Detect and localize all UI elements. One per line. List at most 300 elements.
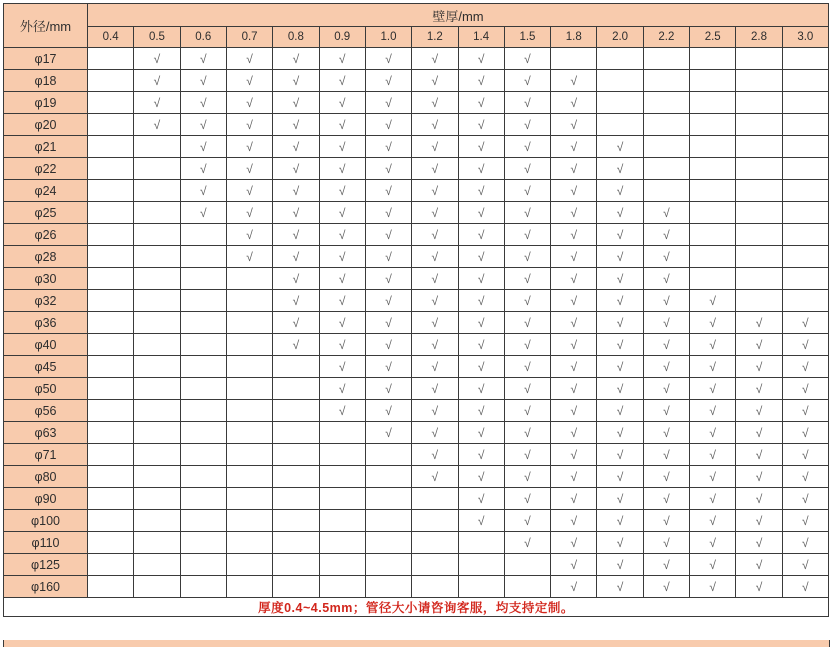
footer-row (4, 598, 829, 617)
table-row (4, 400, 829, 422)
availability-check-cell: √ (551, 422, 597, 444)
availability-empty-cell (88, 466, 134, 488)
availability-check-cell: √ (597, 246, 643, 268)
availability-check-cell: √ (273, 202, 319, 224)
availability-empty-cell (180, 422, 226, 444)
availability-empty-cell (88, 246, 134, 268)
table-row (4, 268, 829, 290)
availability-check-cell: √ (365, 422, 411, 444)
availability-check-cell: √ (551, 510, 597, 532)
availability-check-cell: √ (597, 488, 643, 510)
availability-check-cell: √ (551, 378, 597, 400)
availability-empty-cell (88, 554, 134, 576)
availability-check-cell: √ (504, 246, 550, 268)
availability-empty-cell (690, 224, 736, 246)
outer-diameter-header: 外径/mm (4, 4, 88, 48)
availability-check-cell: √ (690, 554, 736, 576)
availability-empty-cell (597, 114, 643, 136)
availability-empty-cell (134, 136, 180, 158)
thickness-col-0.6: 0.6 (180, 27, 226, 48)
availability-check-cell: √ (319, 378, 365, 400)
availability-check-cell: √ (690, 400, 736, 422)
availability-empty-cell (736, 202, 782, 224)
availability-check-cell: √ (273, 246, 319, 268)
availability-empty-cell (88, 422, 134, 444)
availability-check-cell: √ (226, 114, 272, 136)
availability-check-cell: √ (412, 466, 458, 488)
availability-check-cell: √ (365, 92, 411, 114)
availability-check-cell: √ (597, 334, 643, 356)
availability-empty-cell (782, 70, 828, 92)
availability-empty-cell (134, 400, 180, 422)
availability-check-cell: √ (597, 400, 643, 422)
availability-check-cell: √ (365, 48, 411, 70)
availability-empty-cell (226, 268, 272, 290)
availability-empty-cell (88, 224, 134, 246)
availability-empty-cell (736, 136, 782, 158)
availability-check-cell: √ (782, 510, 828, 532)
availability-check-cell: √ (504, 532, 550, 554)
availability-empty-cell (273, 488, 319, 510)
availability-check-cell: √ (504, 334, 550, 356)
availability-check-cell: √ (319, 48, 365, 70)
availability-empty-cell (736, 224, 782, 246)
availability-check-cell: √ (458, 488, 504, 510)
thickness-col-1.2: 1.2 (412, 27, 458, 48)
availability-check-cell: √ (458, 246, 504, 268)
availability-empty-cell (180, 224, 226, 246)
availability-empty-cell (458, 554, 504, 576)
availability-empty-cell (365, 466, 411, 488)
availability-empty-cell (226, 488, 272, 510)
availability-check-cell: √ (504, 466, 550, 488)
availability-empty-cell (134, 180, 180, 202)
availability-check-cell: √ (643, 466, 689, 488)
availability-empty-cell (88, 532, 134, 554)
availability-check-cell: √ (736, 312, 782, 334)
diameter-label: φ28 (4, 246, 88, 268)
availability-check-cell: √ (597, 356, 643, 378)
availability-check-cell: √ (551, 92, 597, 114)
availability-empty-cell (273, 422, 319, 444)
availability-empty-cell (365, 532, 411, 554)
availability-check-cell: √ (782, 488, 828, 510)
availability-check-cell: √ (319, 400, 365, 422)
diameter-label: φ100 (4, 510, 88, 532)
availability-check-cell: √ (643, 312, 689, 334)
availability-empty-cell (319, 422, 365, 444)
availability-check-cell: √ (504, 48, 550, 70)
availability-empty-cell (134, 312, 180, 334)
next-section-strip (3, 640, 830, 647)
availability-empty-cell (412, 532, 458, 554)
availability-check-cell: √ (736, 466, 782, 488)
availability-empty-cell (782, 224, 828, 246)
availability-check-cell: √ (504, 70, 550, 92)
availability-check-cell: √ (597, 202, 643, 224)
availability-check-cell: √ (180, 136, 226, 158)
availability-check-cell: √ (551, 268, 597, 290)
availability-check-cell: √ (782, 532, 828, 554)
table-row (4, 466, 829, 488)
availability-empty-cell (180, 268, 226, 290)
availability-check-cell: √ (319, 334, 365, 356)
availability-check-cell: √ (782, 400, 828, 422)
availability-check-cell: √ (690, 356, 736, 378)
availability-check-cell: √ (180, 92, 226, 114)
availability-check-cell: √ (412, 180, 458, 202)
availability-check-cell: √ (597, 422, 643, 444)
availability-empty-cell (782, 180, 828, 202)
availability-check-cell: √ (504, 92, 550, 114)
availability-empty-cell (736, 246, 782, 268)
wall-thickness-header: 壁厚/mm (88, 4, 829, 27)
availability-check-cell: √ (736, 356, 782, 378)
availability-check-cell: √ (643, 290, 689, 312)
availability-empty-cell (273, 466, 319, 488)
availability-check-cell: √ (273, 312, 319, 334)
availability-empty-cell (736, 180, 782, 202)
availability-empty-cell (180, 488, 226, 510)
availability-empty-cell (88, 356, 134, 378)
availability-check-cell: √ (504, 180, 550, 202)
availability-check-cell: √ (365, 268, 411, 290)
table-row (4, 246, 829, 268)
diameter-label: φ17 (4, 48, 88, 70)
availability-check-cell: √ (319, 158, 365, 180)
availability-empty-cell (180, 400, 226, 422)
availability-check-cell: √ (412, 114, 458, 136)
availability-check-cell: √ (319, 202, 365, 224)
table-row (4, 334, 829, 356)
availability-check-cell: √ (690, 576, 736, 598)
availability-check-cell: √ (551, 334, 597, 356)
availability-check-cell: √ (458, 334, 504, 356)
availability-empty-cell (88, 488, 134, 510)
availability-check-cell: √ (690, 290, 736, 312)
table-row (4, 312, 829, 334)
custom-order-note: 厚度0.4~4.5mm；管径大小请咨询客服，均支持定制。 (4, 598, 829, 617)
availability-check-cell: √ (226, 202, 272, 224)
availability-check-cell: √ (690, 444, 736, 466)
diameter-label: φ22 (4, 158, 88, 180)
availability-empty-cell (134, 202, 180, 224)
availability-check-cell: √ (319, 268, 365, 290)
availability-check-cell: √ (134, 48, 180, 70)
availability-empty-cell (597, 70, 643, 92)
availability-empty-cell (736, 158, 782, 180)
availability-check-cell: √ (643, 510, 689, 532)
availability-check-cell: √ (551, 400, 597, 422)
thickness-col-0.5: 0.5 (134, 27, 180, 48)
availability-check-cell: √ (273, 290, 319, 312)
table-row (4, 488, 829, 510)
availability-empty-cell (365, 554, 411, 576)
availability-check-cell: √ (736, 576, 782, 598)
availability-check-cell: √ (504, 422, 550, 444)
availability-check-cell: √ (782, 422, 828, 444)
diameter-label: φ56 (4, 400, 88, 422)
table-row (4, 444, 829, 466)
availability-empty-cell (782, 136, 828, 158)
availability-check-cell: √ (736, 444, 782, 466)
availability-empty-cell (88, 268, 134, 290)
availability-empty-cell (782, 202, 828, 224)
availability-check-cell: √ (365, 334, 411, 356)
thickness-col-0.8: 0.8 (273, 27, 319, 48)
availability-check-cell: √ (643, 488, 689, 510)
availability-check-cell: √ (690, 378, 736, 400)
availability-empty-cell (180, 246, 226, 268)
availability-empty-cell (319, 510, 365, 532)
availability-check-cell: √ (273, 48, 319, 70)
availability-check-cell: √ (458, 92, 504, 114)
availability-empty-cell (597, 92, 643, 114)
availability-check-cell: √ (365, 70, 411, 92)
thickness-col-1.4: 1.4 (458, 27, 504, 48)
availability-check-cell: √ (551, 532, 597, 554)
availability-check-cell: √ (597, 158, 643, 180)
availability-empty-cell (736, 48, 782, 70)
availability-check-cell: √ (504, 290, 550, 312)
availability-empty-cell (134, 334, 180, 356)
availability-empty-cell (690, 136, 736, 158)
availability-empty-cell (134, 554, 180, 576)
availability-empty-cell (88, 48, 134, 70)
availability-empty-cell (412, 554, 458, 576)
header-row-thickness-values (4, 27, 829, 48)
availability-check-cell: √ (643, 554, 689, 576)
availability-check-cell: √ (782, 576, 828, 598)
availability-empty-cell (690, 202, 736, 224)
availability-empty-cell (690, 48, 736, 70)
availability-check-cell: √ (273, 114, 319, 136)
availability-empty-cell (643, 136, 689, 158)
availability-empty-cell (643, 180, 689, 202)
thickness-col-0.4: 0.4 (88, 27, 134, 48)
availability-empty-cell (319, 576, 365, 598)
availability-check-cell: √ (551, 202, 597, 224)
availability-check-cell: √ (226, 136, 272, 158)
availability-check-cell: √ (365, 290, 411, 312)
availability-check-cell: √ (226, 70, 272, 92)
availability-check-cell: √ (458, 70, 504, 92)
availability-empty-cell (643, 92, 689, 114)
availability-check-cell: √ (134, 70, 180, 92)
thickness-col-2.2: 2.2 (643, 27, 689, 48)
availability-empty-cell (319, 466, 365, 488)
availability-check-cell: √ (365, 114, 411, 136)
availability-empty-cell (88, 136, 134, 158)
availability-check-cell: √ (690, 532, 736, 554)
table-row (4, 224, 829, 246)
availability-empty-cell (690, 92, 736, 114)
availability-check-cell: √ (458, 114, 504, 136)
availability-empty-cell (782, 114, 828, 136)
availability-check-cell: √ (273, 70, 319, 92)
diameter-label: φ63 (4, 422, 88, 444)
availability-check-cell: √ (643, 246, 689, 268)
availability-empty-cell (736, 268, 782, 290)
availability-empty-cell (88, 576, 134, 598)
table-row (4, 70, 829, 92)
table-row (4, 136, 829, 158)
availability-check-cell: √ (458, 224, 504, 246)
availability-check-cell: √ (504, 114, 550, 136)
availability-check-cell: √ (551, 312, 597, 334)
availability-check-cell: √ (319, 290, 365, 312)
availability-empty-cell (458, 532, 504, 554)
thickness-col-1.0: 1.0 (365, 27, 411, 48)
availability-check-cell: √ (458, 158, 504, 180)
availability-check-cell: √ (412, 312, 458, 334)
availability-empty-cell (180, 554, 226, 576)
availability-check-cell: √ (180, 180, 226, 202)
availability-check-cell: √ (504, 136, 550, 158)
availability-check-cell: √ (551, 290, 597, 312)
availability-empty-cell (88, 158, 134, 180)
diameter-label: φ26 (4, 224, 88, 246)
availability-check-cell: √ (458, 510, 504, 532)
availability-empty-cell (412, 488, 458, 510)
availability-check-cell: √ (736, 532, 782, 554)
table-row (4, 378, 829, 400)
availability-empty-cell (180, 576, 226, 598)
availability-empty-cell (226, 334, 272, 356)
availability-empty-cell (226, 554, 272, 576)
availability-check-cell: √ (365, 224, 411, 246)
availability-empty-cell (226, 576, 272, 598)
availability-empty-cell (273, 356, 319, 378)
thickness-col-1.5: 1.5 (504, 27, 550, 48)
availability-empty-cell (736, 114, 782, 136)
availability-check-cell: √ (412, 70, 458, 92)
availability-empty-cell (643, 48, 689, 70)
availability-check-cell: √ (551, 356, 597, 378)
availability-empty-cell (134, 356, 180, 378)
diameter-label: φ71 (4, 444, 88, 466)
availability-check-cell: √ (319, 224, 365, 246)
availability-empty-cell (551, 48, 597, 70)
availability-check-cell: √ (180, 48, 226, 70)
availability-check-cell: √ (782, 356, 828, 378)
availability-check-cell: √ (412, 246, 458, 268)
availability-empty-cell (180, 444, 226, 466)
availability-empty-cell (226, 510, 272, 532)
availability-check-cell: √ (643, 202, 689, 224)
availability-check-cell: √ (134, 92, 180, 114)
availability-check-cell: √ (365, 246, 411, 268)
table-row (4, 422, 829, 444)
thickness-col-0.9: 0.9 (319, 27, 365, 48)
diameter-label: φ45 (4, 356, 88, 378)
diameter-label: φ40 (4, 334, 88, 356)
availability-check-cell: √ (736, 334, 782, 356)
availability-empty-cell (134, 290, 180, 312)
availability-check-cell: √ (226, 180, 272, 202)
availability-empty-cell (504, 576, 550, 598)
availability-empty-cell (88, 510, 134, 532)
availability-check-cell: √ (782, 378, 828, 400)
availability-check-cell: √ (597, 378, 643, 400)
availability-check-cell: √ (365, 312, 411, 334)
availability-check-cell: √ (180, 158, 226, 180)
availability-check-cell: √ (690, 488, 736, 510)
availability-empty-cell (412, 576, 458, 598)
availability-empty-cell (365, 444, 411, 466)
availability-empty-cell (273, 378, 319, 400)
availability-empty-cell (88, 114, 134, 136)
availability-empty-cell (319, 554, 365, 576)
availability-check-cell: √ (273, 334, 319, 356)
availability-empty-cell (782, 48, 828, 70)
availability-empty-cell (273, 576, 319, 598)
diameter-label: φ125 (4, 554, 88, 576)
availability-check-cell: √ (643, 268, 689, 290)
availability-check-cell: √ (690, 510, 736, 532)
diameter-label: φ50 (4, 378, 88, 400)
availability-check-cell: √ (690, 466, 736, 488)
availability-check-cell: √ (551, 180, 597, 202)
availability-check-cell: √ (504, 356, 550, 378)
availability-check-cell: √ (504, 268, 550, 290)
table-row (4, 532, 829, 554)
availability-check-cell: √ (319, 114, 365, 136)
availability-check-cell: √ (690, 334, 736, 356)
availability-empty-cell (226, 400, 272, 422)
availability-check-cell: √ (736, 400, 782, 422)
availability-check-cell: √ (551, 158, 597, 180)
availability-check-cell: √ (551, 114, 597, 136)
availability-check-cell: √ (458, 48, 504, 70)
availability-empty-cell (365, 576, 411, 598)
availability-check-cell: √ (412, 378, 458, 400)
availability-empty-cell (226, 356, 272, 378)
availability-empty-cell (134, 576, 180, 598)
availability-check-cell: √ (412, 48, 458, 70)
table-row (4, 356, 829, 378)
availability-empty-cell (365, 510, 411, 532)
availability-check-cell: √ (643, 400, 689, 422)
availability-empty-cell (180, 466, 226, 488)
diameter-label: φ160 (4, 576, 88, 598)
availability-empty-cell (319, 488, 365, 510)
availability-check-cell: √ (597, 312, 643, 334)
availability-check-cell: √ (458, 422, 504, 444)
availability-check-cell: √ (504, 312, 550, 334)
availability-check-cell: √ (273, 224, 319, 246)
availability-empty-cell (180, 290, 226, 312)
availability-check-cell: √ (551, 70, 597, 92)
availability-check-cell: √ (226, 224, 272, 246)
availability-check-cell: √ (504, 224, 550, 246)
availability-empty-cell (782, 268, 828, 290)
thickness-col-0.7: 0.7 (226, 27, 272, 48)
availability-empty-cell (226, 444, 272, 466)
availability-check-cell: √ (458, 466, 504, 488)
availability-empty-cell (180, 532, 226, 554)
availability-check-cell: √ (412, 92, 458, 114)
availability-empty-cell (88, 378, 134, 400)
table-row (4, 180, 829, 202)
availability-check-cell: √ (597, 554, 643, 576)
availability-check-cell: √ (319, 180, 365, 202)
availability-empty-cell (180, 312, 226, 334)
diameter-label: φ30 (4, 268, 88, 290)
availability-check-cell: √ (273, 158, 319, 180)
availability-empty-cell (88, 70, 134, 92)
diameter-label: φ21 (4, 136, 88, 158)
